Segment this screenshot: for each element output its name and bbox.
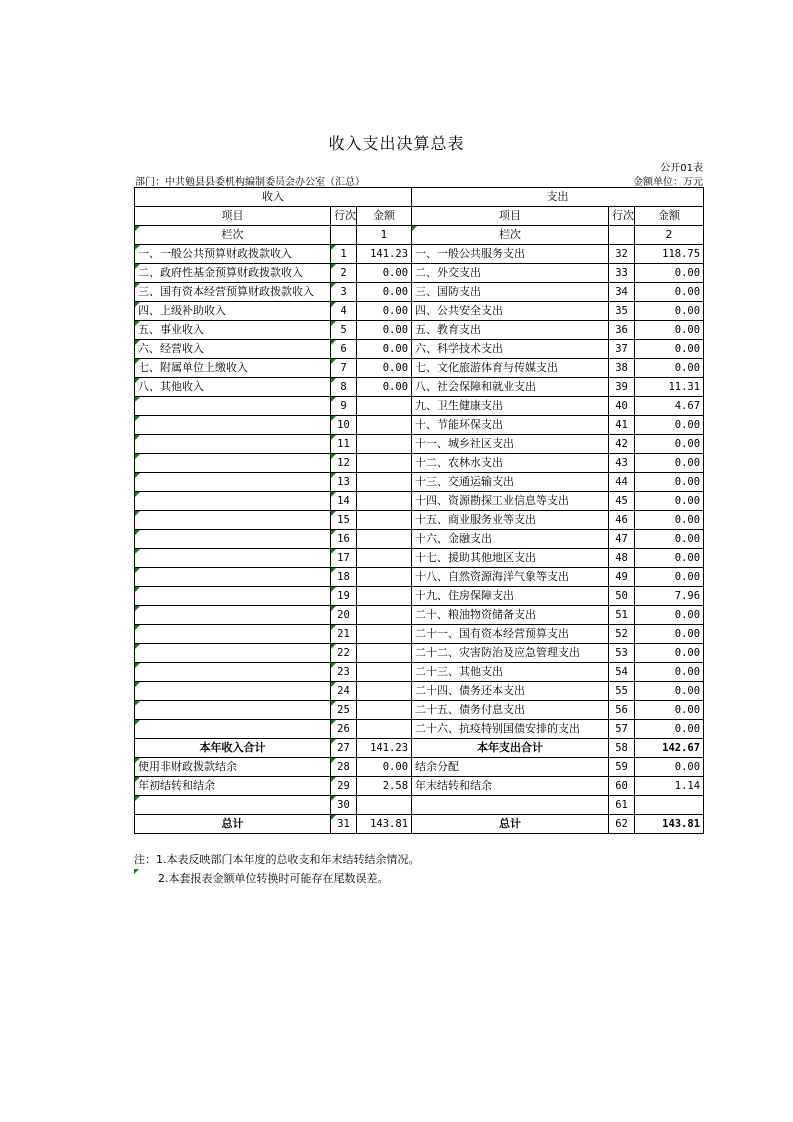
expense-line-cell: 52: [609, 625, 635, 644]
expense-amount-cell: 0.00: [635, 340, 704, 359]
income-line-cell: 9: [331, 397, 357, 416]
expense-line-cell: 49: [609, 568, 635, 587]
table-header-row-columns: [135, 207, 704, 226]
income-line-cell: 11: [331, 435, 357, 454]
expense-item-cell: 二十、粮油物资储备支出: [412, 606, 609, 625]
income-expense-table: [134, 187, 704, 834]
table-row: [135, 758, 704, 777]
amount-unit-label: 金额单位：万元: [633, 177, 703, 188]
expense-item-cell: 二十五、债务付息支出: [412, 701, 609, 720]
income-item-cell: 年初结转和结余: [135, 777, 331, 796]
expense-line-number-blank: [609, 226, 635, 245]
expense-line-cell: 36: [609, 321, 635, 340]
table-row: [135, 701, 704, 720]
income-item-cell: 五、事业收入: [135, 321, 331, 340]
expense-item-cell: 十九、住房保障支出: [412, 587, 609, 606]
expense-item-cell: 一、一般公共服务支出: [412, 245, 609, 264]
income-line-cell: 24: [331, 682, 357, 701]
expense-item-cell: 二、外交支出: [412, 264, 609, 283]
table-row: [135, 245, 704, 264]
income-amount-cell: [357, 416, 412, 435]
expense-item-cell: 二十二、灾害防治及应急管理支出: [412, 644, 609, 663]
income-item-cell: [135, 473, 331, 492]
income-amount-cell: 0.00: [357, 283, 412, 302]
income-item-cell: [135, 625, 331, 644]
income-column-number: 1: [357, 226, 412, 245]
expense-line-cell: 42: [609, 435, 635, 454]
expense-item-cell: 总计: [412, 815, 609, 834]
income-amount-cell: [357, 663, 412, 682]
income-amount-cell: [357, 720, 412, 739]
expense-amount-cell: 0.00: [635, 568, 704, 587]
income-line-cell: 29: [331, 777, 357, 796]
expense-amount-cell: 0.00: [635, 492, 704, 511]
income-amount-cell: [357, 530, 412, 549]
expense-item-cell: 二十六、抗疫特别国债安排的支出: [412, 720, 609, 739]
income-amount-cell: [357, 625, 412, 644]
expense-amount-cell: 0.00: [635, 359, 704, 378]
expense-amount-cell: 0.00: [635, 264, 704, 283]
expense-amount-cell: 142.67: [635, 739, 704, 758]
income-line-cell: 13: [331, 473, 357, 492]
table-row: [135, 454, 704, 473]
income-line-cell: 23: [331, 663, 357, 682]
expense-item-cell: 十三、交通运输支出: [412, 473, 609, 492]
expense-item-cell: 年末结转和结余: [412, 777, 609, 796]
income-amount-cell: [357, 568, 412, 587]
expense-column-label: 栏次: [412, 226, 609, 245]
income-amount-cell: 0.00: [357, 758, 412, 777]
expense-amount-cell: 118.75: [635, 245, 704, 264]
income-line-cell: 3: [331, 283, 357, 302]
table-header-row-section: [135, 188, 704, 207]
income-section-header: 收入: [135, 188, 412, 207]
expense-amount-cell: 0.00: [635, 473, 704, 492]
report-title: 收入支出决算总表: [328, 134, 465, 153]
income-line-cell: 10: [331, 416, 357, 435]
expense-line-cell: 51: [609, 606, 635, 625]
expense-item-header: 项目: [412, 207, 609, 226]
income-line-cell: 15: [331, 511, 357, 530]
expense-item-cell: [412, 796, 609, 815]
income-line-number-blank: [331, 226, 357, 245]
income-amount-cell: [357, 492, 412, 511]
income-line-cell: 21: [331, 625, 357, 644]
income-amount-cell: [357, 644, 412, 663]
expense-line-cell: 40: [609, 397, 635, 416]
expense-line-cell: 48: [609, 549, 635, 568]
expense-line-cell: 39: [609, 378, 635, 397]
expense-line-cell: 45: [609, 492, 635, 511]
expense-item-cell: 六、科学技术支出: [412, 340, 609, 359]
income-line-cell: 4: [331, 302, 357, 321]
table-row: [135, 283, 704, 302]
income-line-cell: 7: [331, 359, 357, 378]
expense-item-cell: 十四、资源勘探工业信息等支出: [412, 492, 609, 511]
expense-amount-cell: 0.00: [635, 435, 704, 454]
income-item-header: 项目: [135, 207, 331, 226]
income-line-cell: 6: [331, 340, 357, 359]
note-line-1: 注：1.本表反映部门本年度的总收支和年末结转结余情况。: [134, 853, 420, 866]
income-line-cell: 26: [331, 720, 357, 739]
income-amount-cell: 0.00: [357, 378, 412, 397]
table-body: [135, 245, 704, 834]
table-row: [135, 302, 704, 321]
expense-section-header: 支出: [412, 188, 704, 207]
department-label: 部门：中共勉县县委机构编制委员会办公室（汇总）: [135, 177, 365, 188]
table-row: [135, 549, 704, 568]
expense-line-cell: 46: [609, 511, 635, 530]
income-item-cell: 三、国有资本经营预算财政拨款收入: [135, 283, 331, 302]
expense-line-cell: 59: [609, 758, 635, 777]
expense-amount-cell: 0.00: [635, 701, 704, 720]
income-item-cell: 七、附属单位上缴收入: [135, 359, 331, 378]
income-amount-cell: [357, 473, 412, 492]
expense-amount-cell: 4.67: [635, 397, 704, 416]
income-item-cell: [135, 397, 331, 416]
income-item-cell: [135, 663, 331, 682]
expense-item-cell: 十八、自然资源海洋气象等支出: [412, 568, 609, 587]
table-row: [135, 416, 704, 435]
income-line-cell: 1: [331, 245, 357, 264]
income-item-cell: [135, 720, 331, 739]
income-line-header: 行次: [331, 207, 357, 226]
table-row: [135, 625, 704, 644]
income-line-cell: 18: [331, 568, 357, 587]
table-row: [135, 397, 704, 416]
expense-line-cell: 41: [609, 416, 635, 435]
expense-amount-cell: [635, 796, 704, 815]
income-item-cell: 使用非财政拨款结余: [135, 758, 331, 777]
income-line-cell: 19: [331, 587, 357, 606]
expense-item-cell: 二十四、债务还本支出: [412, 682, 609, 701]
expense-amount-cell: 0.00: [635, 663, 704, 682]
income-line-cell: 25: [331, 701, 357, 720]
expense-amount-cell: 1.14: [635, 777, 704, 796]
table-row: [135, 796, 704, 815]
income-item-cell: 六、经营收入: [135, 340, 331, 359]
expense-line-cell: 57: [609, 720, 635, 739]
income-column-label: 栏次: [135, 226, 331, 245]
expense-line-cell: 61: [609, 796, 635, 815]
table-row: [135, 511, 704, 530]
income-amount-cell: 0.00: [357, 264, 412, 283]
income-amount-cell: [357, 587, 412, 606]
expense-amount-cell: 0.00: [635, 625, 704, 644]
expense-item-cell: 十六、金融支出: [412, 530, 609, 549]
income-line-cell: 27: [331, 739, 357, 758]
expense-line-cell: 47: [609, 530, 635, 549]
income-item-cell: 总计: [135, 815, 331, 834]
form-number: 公开01表: [660, 163, 703, 174]
table-row: [135, 321, 704, 340]
income-amount-cell: [357, 454, 412, 473]
expense-line-cell: 55: [609, 682, 635, 701]
expense-item-cell: 五、教育支出: [412, 321, 609, 340]
income-amount-cell: 143.81: [357, 815, 412, 834]
income-item-cell: [135, 606, 331, 625]
income-amount-cell: [357, 682, 412, 701]
table-row: [135, 378, 704, 397]
income-item-cell: [135, 796, 331, 815]
table-header-row-column-numbers: [135, 226, 704, 245]
notes: [134, 850, 420, 888]
income-amount-cell: [357, 606, 412, 625]
table-row: [135, 606, 704, 625]
expense-amount-cell: 0.00: [635, 549, 704, 568]
expense-amount-cell: 0.00: [635, 530, 704, 549]
income-item-cell: 四、上级补助收入: [135, 302, 331, 321]
expense-line-cell: 34: [609, 283, 635, 302]
expense-amount-cell: 0.00: [635, 283, 704, 302]
expense-amount-cell: 0.00: [635, 682, 704, 701]
income-amount-cell: [357, 511, 412, 530]
expense-item-cell: 八、社会保障和就业支出: [412, 378, 609, 397]
table-row: [135, 720, 704, 739]
income-item-cell: 八、其他收入: [135, 378, 331, 397]
income-amount-cell: 0.00: [357, 302, 412, 321]
expense-line-cell: 33: [609, 264, 635, 283]
table-row: [135, 264, 704, 283]
income-amount-cell: 0.00: [357, 321, 412, 340]
income-amount-cell: [357, 796, 412, 815]
expense-line-cell: 38: [609, 359, 635, 378]
income-item-cell: [135, 492, 331, 511]
table-row: [135, 682, 704, 701]
table-row: [135, 739, 704, 758]
income-line-cell: 5: [331, 321, 357, 340]
expense-line-cell: 37: [609, 340, 635, 359]
income-line-cell: 20: [331, 606, 357, 625]
expense-amount-header: 金额: [635, 207, 704, 226]
expense-column-number: 2: [635, 226, 704, 245]
table-row: [135, 587, 704, 606]
income-amount-cell: 0.00: [357, 340, 412, 359]
income-line-cell: 28: [331, 758, 357, 777]
income-amount-cell: 141.23: [357, 245, 412, 264]
income-item-cell: [135, 682, 331, 701]
income-line-cell: 30: [331, 796, 357, 815]
note-line-2: 2.本套报表金额单位转换时可能存在尾数误差。: [134, 869, 420, 888]
expense-line-header: 行次: [609, 207, 635, 226]
expense-item-cell: 十、节能环保支出: [412, 416, 609, 435]
expense-amount-cell: 0.00: [635, 302, 704, 321]
income-amount-cell: 2.58: [357, 777, 412, 796]
expense-item-cell: 十二、农林水支出: [412, 454, 609, 473]
expense-amount-cell: 0.00: [635, 720, 704, 739]
expense-amount-cell: 0.00: [635, 321, 704, 340]
expense-line-cell: 56: [609, 701, 635, 720]
income-item-cell: [135, 416, 331, 435]
expense-item-cell: 二十三、其他支出: [412, 663, 609, 682]
expense-line-cell: 50: [609, 587, 635, 606]
table-row: [135, 663, 704, 682]
income-item-cell: [135, 568, 331, 587]
table-row: [135, 568, 704, 587]
table-row: [135, 340, 704, 359]
expense-line-cell: 58: [609, 739, 635, 758]
income-line-cell: 2: [331, 264, 357, 283]
expense-item-cell: 十五、商业服务业等支出: [412, 511, 609, 530]
expense-amount-cell: 7.96: [635, 587, 704, 606]
table-row: [135, 777, 704, 796]
expense-line-cell: 35: [609, 302, 635, 321]
expense-item-cell: 结余分配: [412, 758, 609, 777]
expense-item-cell: 十一、城乡社区支出: [412, 435, 609, 454]
income-item-cell: [135, 530, 331, 549]
expense-item-cell: 二十一、国有资本经营预算支出: [412, 625, 609, 644]
income-item-cell: [135, 644, 331, 663]
expense-amount-cell: 0.00: [635, 758, 704, 777]
income-line-cell: 14: [331, 492, 357, 511]
income-amount-cell: 0.00: [357, 359, 412, 378]
expense-line-cell: 53: [609, 644, 635, 663]
income-item-cell: [135, 701, 331, 720]
table-row: [135, 815, 704, 834]
income-item-cell: 本年收入合计: [135, 739, 331, 758]
income-item-cell: [135, 549, 331, 568]
table-row: [135, 644, 704, 663]
income-line-cell: 8: [331, 378, 357, 397]
income-line-cell: 17: [331, 549, 357, 568]
expense-amount-cell: 0.00: [635, 511, 704, 530]
expense-line-cell: 60: [609, 777, 635, 796]
expense-amount-cell: 11.31: [635, 378, 704, 397]
income-amount-header: 金额: [357, 207, 412, 226]
income-amount-cell: 141.23: [357, 739, 412, 758]
expense-item-cell: 十七、援助其他地区支出: [412, 549, 609, 568]
expense-line-cell: 32: [609, 245, 635, 264]
income-item-cell: [135, 587, 331, 606]
expense-item-cell: 本年支出合计: [412, 739, 609, 758]
income-item-cell: [135, 435, 331, 454]
income-item-cell: 二、政府性基金预算财政拨款收入: [135, 264, 331, 283]
income-amount-cell: [357, 701, 412, 720]
expense-amount-cell: 0.00: [635, 644, 704, 663]
table-row: [135, 435, 704, 454]
income-line-cell: 22: [331, 644, 357, 663]
income-amount-cell: [357, 397, 412, 416]
income-item-cell: [135, 454, 331, 473]
table-row: [135, 530, 704, 549]
income-item-cell: [135, 511, 331, 530]
income-line-cell: 31: [331, 815, 357, 834]
expense-line-cell: 44: [609, 473, 635, 492]
expense-item-cell: 三、国防支出: [412, 283, 609, 302]
table-row: [135, 359, 704, 378]
expense-line-cell: 62: [609, 815, 635, 834]
expense-amount-cell: 0.00: [635, 416, 704, 435]
income-line-cell: 16: [331, 530, 357, 549]
income-amount-cell: [357, 549, 412, 568]
income-item-cell: 一、一般公共预算财政拨款收入: [135, 245, 331, 264]
expense-item-cell: 九、卫生健康支出: [412, 397, 609, 416]
table-row: [135, 492, 704, 511]
expense-amount-cell: 0.00: [635, 606, 704, 625]
expense-line-cell: 43: [609, 454, 635, 473]
income-line-cell: 12: [331, 454, 357, 473]
expense-item-cell: 七、文化旅游体育与传媒支出: [412, 359, 609, 378]
table-row: [135, 473, 704, 492]
expense-amount-cell: 143.81: [635, 815, 704, 834]
expense-amount-cell: 0.00: [635, 454, 704, 473]
expense-line-cell: 54: [609, 663, 635, 682]
income-amount-cell: [357, 435, 412, 454]
expense-item-cell: 四、公共安全支出: [412, 302, 609, 321]
